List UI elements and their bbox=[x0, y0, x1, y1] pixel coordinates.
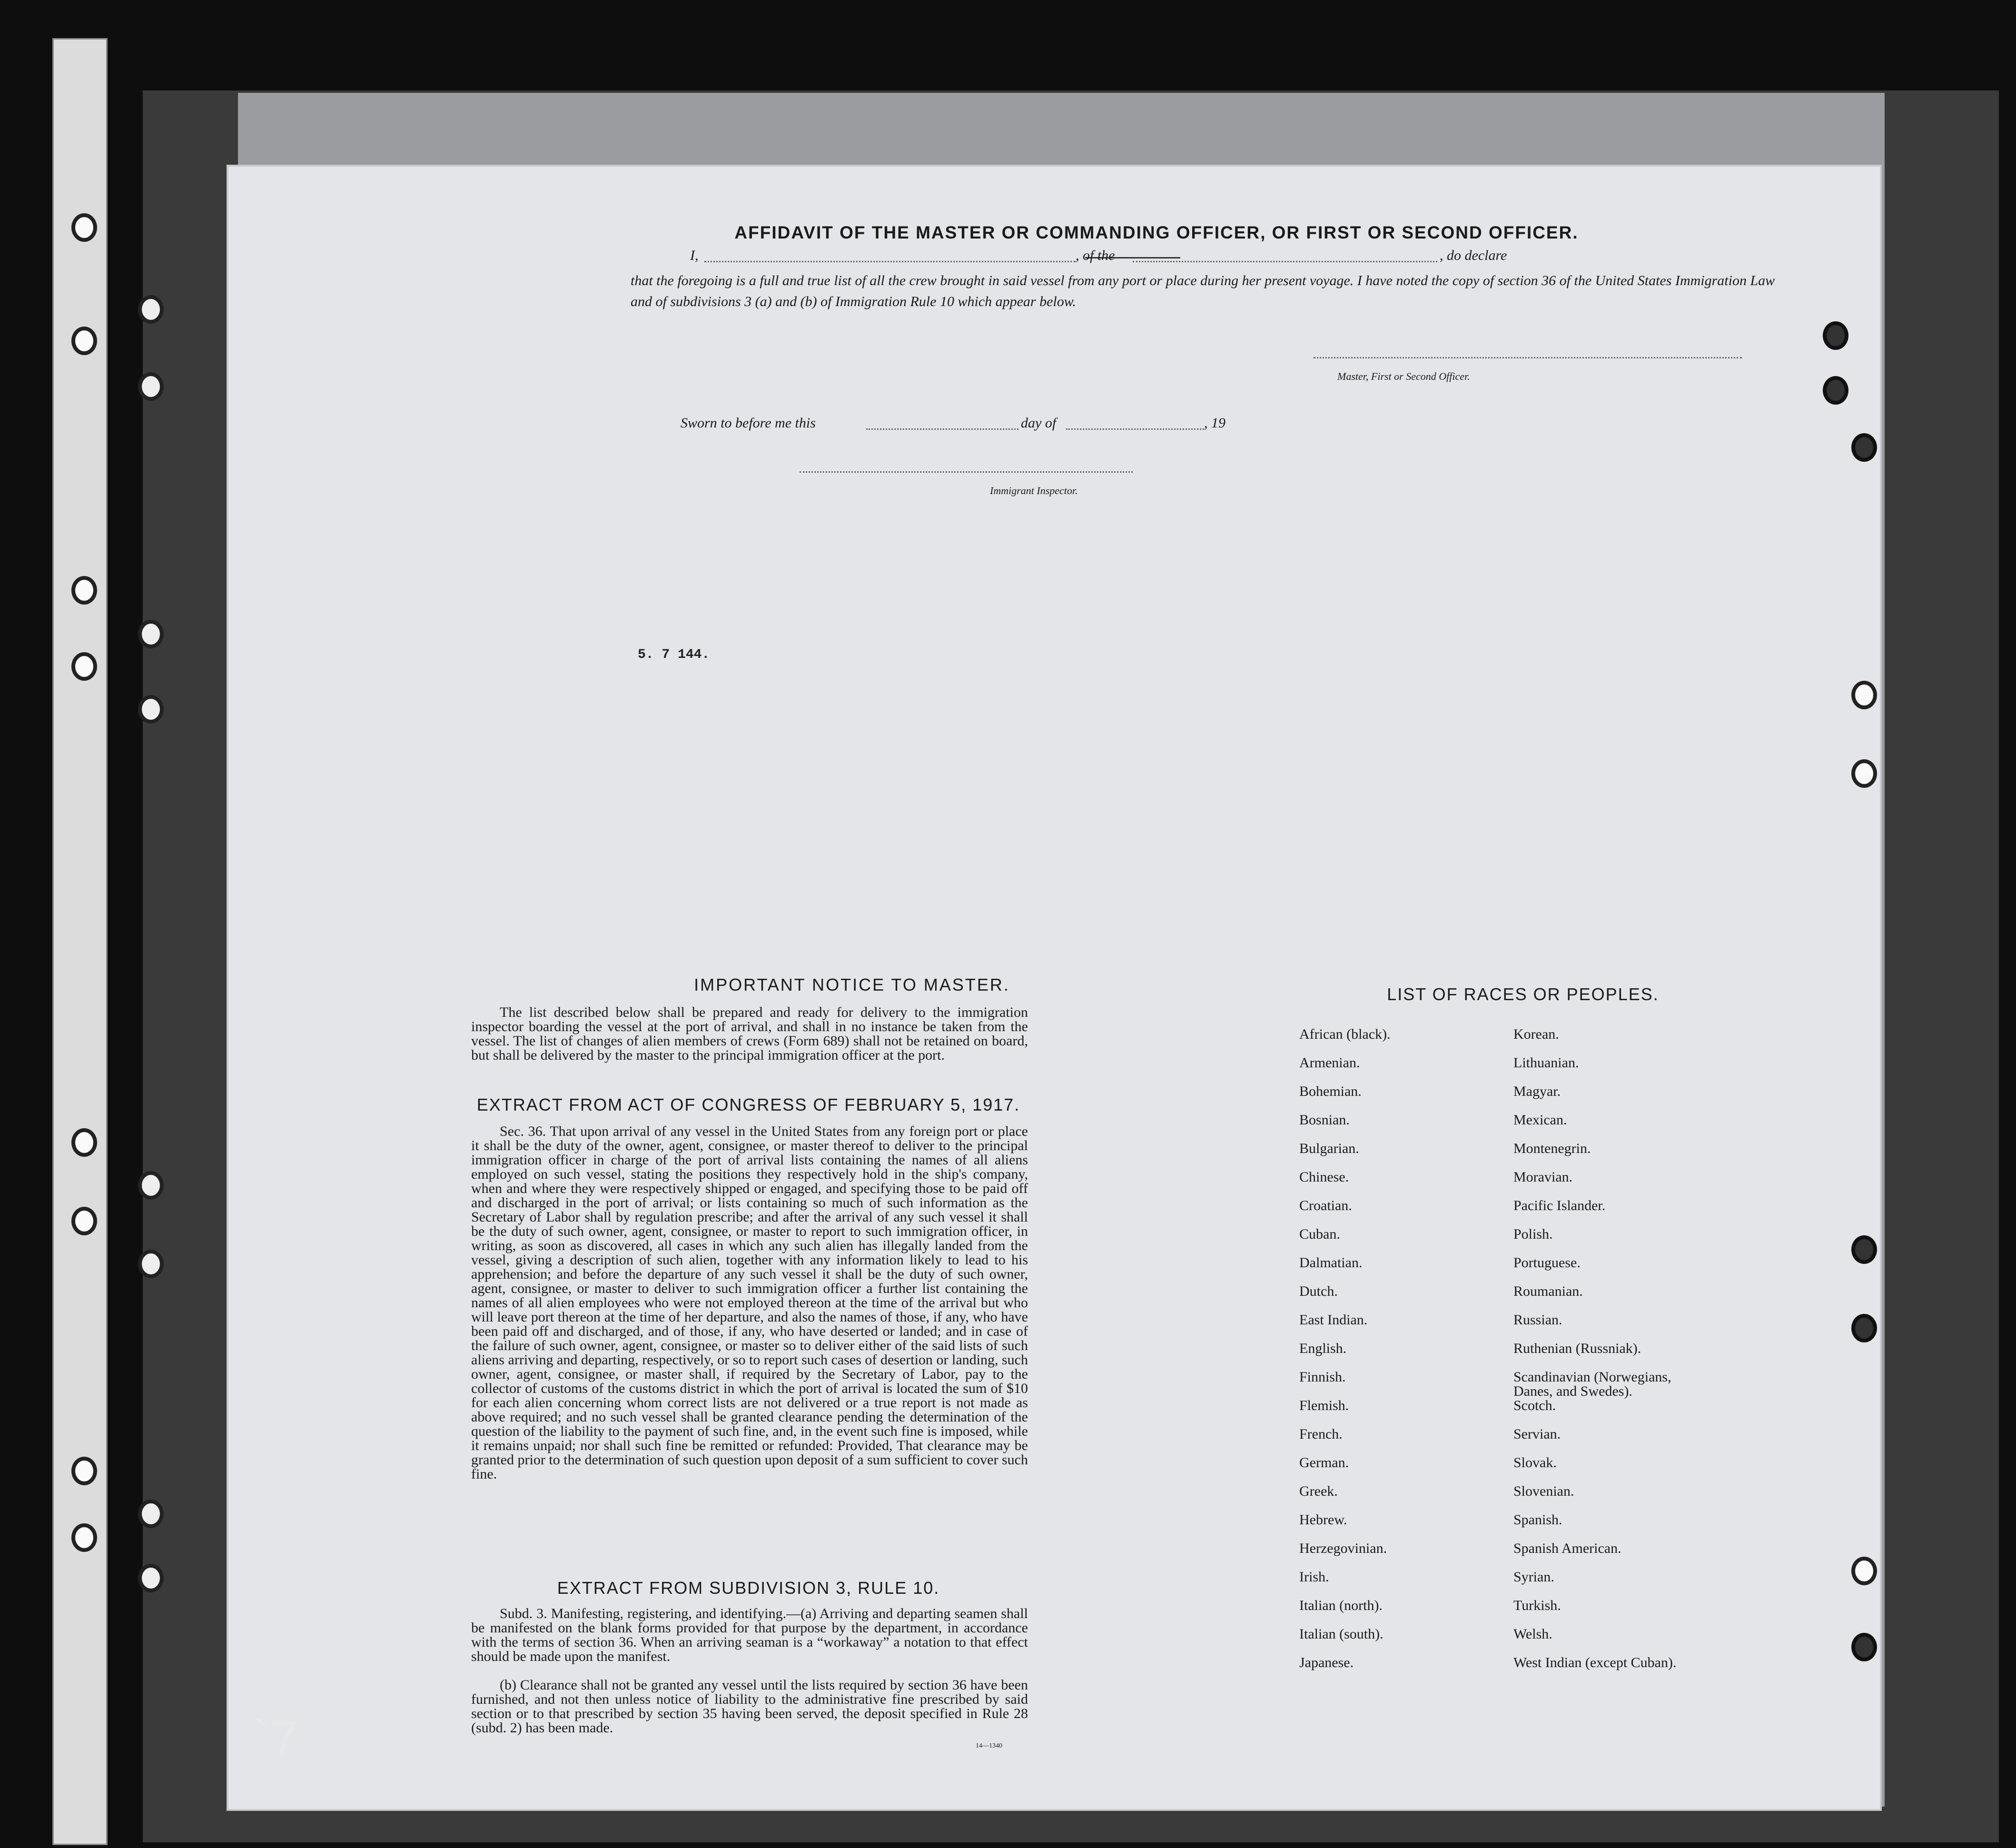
race-item: Welsh. bbox=[1513, 1626, 1552, 1642]
race-item: Italian (north). bbox=[1299, 1598, 1383, 1613]
sworn-label: Sworn to before me this bbox=[681, 415, 816, 431]
race-item: Korean. bbox=[1513, 1026, 1559, 1042]
race-item: Flemish. bbox=[1299, 1398, 1349, 1413]
race-item: Syrian. bbox=[1513, 1569, 1554, 1585]
race-item: Bosnian. bbox=[1299, 1112, 1350, 1128]
affidavit-body: that the foregoing is a full and true list of all the crew brought in said vessel from any port or place during her present voyage. I have noted the copy of section 36 of the United States Immigration Law and of subdivisions 3 (a) and (b) of Immigration Rule 10 which appear below. bbox=[631, 273, 1775, 309]
page-hole bbox=[138, 295, 164, 324]
affidavit-form-page bbox=[228, 167, 1880, 1809]
race-item: Slovak. bbox=[1513, 1455, 1557, 1470]
race-item: Bulgarian. bbox=[1299, 1141, 1359, 1156]
rule-text-b: (b) Clearance shall not be granted any vessel until the lists required by section 36 have been furnished, and not then unless notice of liability to the administrative fine prescribed by said section or to that prescribed by section 35 having been served, the deposit specified in Rule 28 (subd. 2) has been made. bbox=[471, 1677, 1028, 1736]
races-heading: LIST OF RACES OR PEOPLES. bbox=[1387, 984, 1659, 1004]
race-item: Pacific Islander. bbox=[1513, 1198, 1606, 1213]
bleed-through-text: 5. 7 144. bbox=[638, 647, 710, 662]
page-hole bbox=[1851, 681, 1877, 709]
binder-hole bbox=[71, 652, 97, 681]
race-item: Slovenian. bbox=[1513, 1483, 1574, 1499]
race-item: Italian (south). bbox=[1299, 1626, 1384, 1642]
sworn-day-field[interactable] bbox=[866, 428, 1018, 430]
race-item: Moravian. bbox=[1513, 1169, 1573, 1185]
binder-hole bbox=[71, 576, 97, 605]
day-of-label: day of bbox=[1021, 415, 1057, 431]
race-item: Lithuanian. bbox=[1513, 1055, 1579, 1071]
race-item: Croatian. bbox=[1299, 1198, 1352, 1213]
master-signature-field[interactable] bbox=[1314, 357, 1742, 358]
race-item: Japanese. bbox=[1299, 1655, 1354, 1670]
binder-hole bbox=[71, 1207, 97, 1235]
affidavit-title: AFFIDAVIT OF THE MASTER OR COMMANDING OFFICER, OR FIRST OR SECOND OFFICER. bbox=[734, 223, 1579, 242]
race-item: Bohemian. bbox=[1299, 1083, 1362, 1099]
page-hole bbox=[138, 1171, 164, 1200]
race-item: Finnish. bbox=[1299, 1369, 1346, 1385]
race-item: Ruthenian (Russniak). bbox=[1513, 1341, 1641, 1356]
page-hole bbox=[138, 695, 164, 724]
race-item: African (black). bbox=[1299, 1026, 1391, 1042]
race-item: Herzegovinian. bbox=[1299, 1540, 1387, 1556]
act-text: Sec. 36. That upon arrival of any vessel in the United States from any foreign port or place it shall be the duty of the owner, agent, consignee, or master thereof to deliver to the principal immigration officer in charge of the port of arrival lists containing the names of all aliens employed on such vessel, stating the positions they respectively hold in the ship's company, when and where they were respectively shipped or engaged, and specifying those to be paid off and discharged in the port of arrival; or lists containing so much of such information as the Secretary of Labor shall by regulation prescribe; and after the arrival of any such vessel it shall be the duty of such owner, agent, consignee, or master to report to such immigration officer, in writing, as soon as discovered, all cases in which any such alien has illegally landed from the vessel, giving a description of such alien, together with any information likely to lead to his apprehension; and before the departure of any such vessel it shall be the duty of such owner, agent, consignee, or master to deliver to such immigration officer a further list containing the names of all alien employees who were not employed thereon at the time of the arrival but who will leave port thereon at the time of her departure, and also the names of those, if any, who have been paid off and discharged, and of those, if any, who have deserted or landed; and in case of the failure of such owner, agent, consignee, or master so to deliver either of the said lists of such aliens arriving and departing, respectively, or so to report such cases of desertion or landing, such owner, agent, consignee, or master shall, if required by the Secretary of Labor, pay to the collector of customs of the customs district in which the port of arrival is located the sum of $10 for each alien concerning whom correct lists are not delivered or a true report is not made as above required; and no such vessel shall be granted clearance pending the determination of the question of the liability to the payment of such fine, and, in the event such fine is imposed, while it remains unpaid; nor shall such fine be remitted or refunded: Provided, That clearance may be granted prior to the determination of such question upon deposit of a sum sufficient to cover such fine. bbox=[471, 1123, 1028, 1482]
page-hole bbox=[138, 1250, 164, 1278]
race-item: English. bbox=[1299, 1341, 1347, 1356]
binder-hole bbox=[71, 1128, 97, 1157]
race-item: Hebrew. bbox=[1299, 1512, 1347, 1528]
race-item: Scandinavian (Norwegians, Danes, and Swedes). bbox=[1513, 1369, 1671, 1399]
inspector-signature-field[interactable] bbox=[800, 471, 1133, 473]
sworn-month-field[interactable] bbox=[1066, 428, 1204, 430]
film-strip-left bbox=[52, 38, 108, 1845]
rule-heading: EXTRACT FROM SUBDIVISION 3, RULE 10. bbox=[557, 1578, 940, 1598]
race-item: West Indian (except Cuban). bbox=[1513, 1655, 1677, 1670]
race-item: Spanish American. bbox=[1513, 1540, 1621, 1556]
races-column-2 bbox=[1513, 1027, 1713, 1684]
race-item: Armenian. bbox=[1299, 1055, 1360, 1071]
corner-handwritten-mark: `7 bbox=[252, 1710, 299, 1769]
race-item: East Indian. bbox=[1299, 1312, 1368, 1328]
binder-hole bbox=[71, 1457, 97, 1485]
page-hole bbox=[1851, 1314, 1877, 1342]
notice-text: The list described below shall be prepared and ready for delivery to the immigration inspector boarding the vessel at the port of arrival, and shall in no instance be taken from the vessel. The list of changes of alien members of crews (Form 689) shall not be retained on board, but shall be delivered by the master to the principal immigration officer at the port. bbox=[471, 1004, 1028, 1063]
affidavit-do-declare-label: , do declare bbox=[1440, 248, 1507, 263]
notice-heading: IMPORTANT NOTICE TO MASTER. bbox=[694, 975, 1010, 994]
race-item: Dalmatian. bbox=[1299, 1255, 1363, 1271]
race-item: Mexican. bbox=[1513, 1112, 1567, 1128]
year-label: , 19 bbox=[1204, 415, 1225, 431]
race-item: Dutch. bbox=[1299, 1283, 1338, 1299]
page-hole bbox=[138, 372, 164, 401]
page-hole bbox=[1823, 321, 1848, 350]
races-column-1 bbox=[1299, 1027, 1391, 1684]
vessel-name-field[interactable] bbox=[1133, 261, 1437, 262]
race-item: Irish. bbox=[1299, 1569, 1329, 1585]
race-item: Polish. bbox=[1513, 1226, 1553, 1242]
page-hole bbox=[1851, 1235, 1877, 1264]
officer-name-field[interactable] bbox=[704, 261, 1076, 262]
page-hole bbox=[1823, 376, 1848, 405]
binder-hole bbox=[71, 327, 97, 355]
race-item: Turkish. bbox=[1513, 1598, 1561, 1613]
affidavit-of-the-label: , of the bbox=[1076, 248, 1115, 263]
race-item: Servian. bbox=[1513, 1426, 1561, 1442]
race-item: Portuguese. bbox=[1513, 1255, 1581, 1271]
binder-hole bbox=[71, 1523, 97, 1552]
race-item: Greek. bbox=[1299, 1483, 1338, 1499]
race-item: Scotch. bbox=[1513, 1398, 1556, 1413]
page-hole bbox=[1851, 759, 1877, 788]
race-item: German. bbox=[1299, 1455, 1349, 1470]
race-item: Spanish. bbox=[1513, 1512, 1562, 1528]
page-hole bbox=[1851, 1557, 1877, 1585]
rule-text-a: Subd. 3. Manifesting, registering, and identifying.—(a) Arriving and departing seamen shall be manifested on the blank forms provided for that purpose by the department, in accordance with the terms of section 36. When an arriving seaman is a “workaway” a notation to that effect should be made upon the manifest. bbox=[471, 1606, 1028, 1664]
binder-hole bbox=[71, 213, 97, 242]
race-item: Magyar. bbox=[1513, 1083, 1561, 1099]
page-hole bbox=[138, 1500, 164, 1528]
form-code: 14—1340 bbox=[976, 1742, 1002, 1749]
page-hole bbox=[138, 1564, 164, 1592]
race-item: Cuban. bbox=[1299, 1226, 1340, 1242]
race-item: Chinese. bbox=[1299, 1169, 1349, 1185]
race-item: Montenegrin. bbox=[1513, 1141, 1591, 1156]
race-item: French. bbox=[1299, 1426, 1343, 1442]
race-item: Roumanian. bbox=[1513, 1283, 1583, 1299]
inspector-caption: Immigrant Inspector. bbox=[990, 485, 1078, 497]
page-hole bbox=[1851, 433, 1877, 462]
page-hole bbox=[1851, 1633, 1877, 1661]
act-heading: EXTRACT FROM ACT OF CONGRESS OF FEBRUARY 5, 1917. bbox=[476, 1095, 1020, 1114]
page-hole bbox=[138, 620, 164, 648]
master-signature-caption: Master, First or Second Officer. bbox=[1337, 370, 1470, 382]
affidavit-i-label: I, bbox=[690, 248, 699, 263]
race-item: Russian. bbox=[1513, 1312, 1562, 1328]
